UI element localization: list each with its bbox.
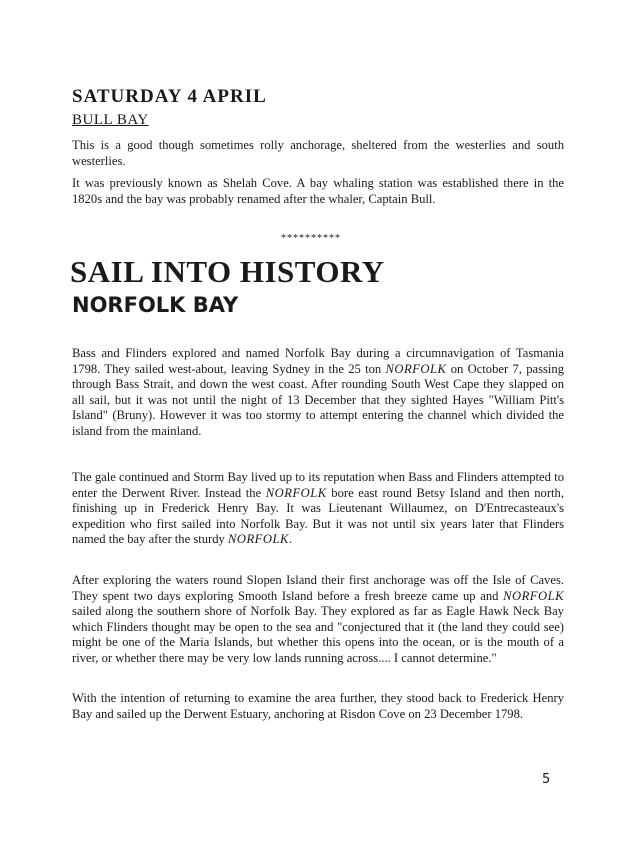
text-run: sailed along the southern shore of Norfolk Bay. They explored as far as Eagle Hawk Neck Bay which Flinders thought may be open to the sea and "conjectured that it (the land they could see) might be one of the Maria Islands, but whether this opens into the ocean, or is the mouth of a river, or whether there may be very low lands running across.... I cannot determine." (72, 604, 564, 665)
text-run: on October 7, passing through Bass Strait, and down the west coast. After rounding South West Cape they slapped on all sail, but it was not until the night of 13 December that they sighted Hayes "William Pitt's Island" (Bruny). However it was too stormy to attempt entering the channel which divided the island from the mainland. (72, 361, 564, 438)
ship-name: NORFOLK (227, 532, 289, 547)
date-heading: SATURDAY 4 APRIL (72, 86, 267, 107)
ship-name: NORFOLK (385, 361, 447, 376)
history-paragraph-4: With the intention of returning to examine the area further, they stood back to Frederick Henry Bay and sailed up the Derwent Estuary, anchoring at Risdon Cove on 23 December 1798. (72, 691, 564, 721)
history-paragraph-3 (72, 573, 564, 667)
section-subtitle: NORFOLK BAY (72, 293, 239, 317)
text-run: After exploring the waters round Slopen Island their first anchorage was off the Isle of Caves. They spent two days exploring Smooth Island before a fresh breeze came up and (72, 573, 564, 603)
bull-bay-heading: BULL BAY (72, 112, 149, 128)
text-run: Bass and Flinders explored and named Norfolk Bay during a circumnavigation of Tasmania 1798. They sailed west-about, leaving Sydney in the 25 ton (72, 346, 564, 376)
history-paragraph-2 (72, 470, 564, 548)
section-title: SAIL INTO HISTORY (70, 254, 385, 289)
text-run: . (288, 532, 293, 547)
page-number: 5 (542, 772, 551, 787)
section-divider: ********** (281, 233, 341, 244)
ship-name: NORFOLK (503, 588, 564, 603)
text-run: bore east round Betsy Island and then north, finishing up in Frederick Henry Bay. It was Lieutenant Willaumez, on D'Entrecasteaux's expedition who first sailed into Norfolk Bay. But it was not until six years later that Flinders named the bay after the sturdy (72, 485, 564, 547)
ship-name: NORFOLK (265, 485, 327, 500)
bull-bay-paragraph-1: This is a good though sometimes rolly anchorage, sheltered from the westerlies and south westerlies. (72, 138, 564, 168)
history-paragraph-1 (72, 346, 564, 440)
text-run: The gale continued and Storm Bay lived up to its reputation when Bass and Flinders attempted to enter the Derwent River. Instead the (72, 470, 564, 500)
bull-bay-paragraph-2: It was previously known as Shelah Cove. A bay whaling station was established there in the 1820s and the bay was probably renamed after the whaler, Captain Bull. (72, 176, 564, 206)
